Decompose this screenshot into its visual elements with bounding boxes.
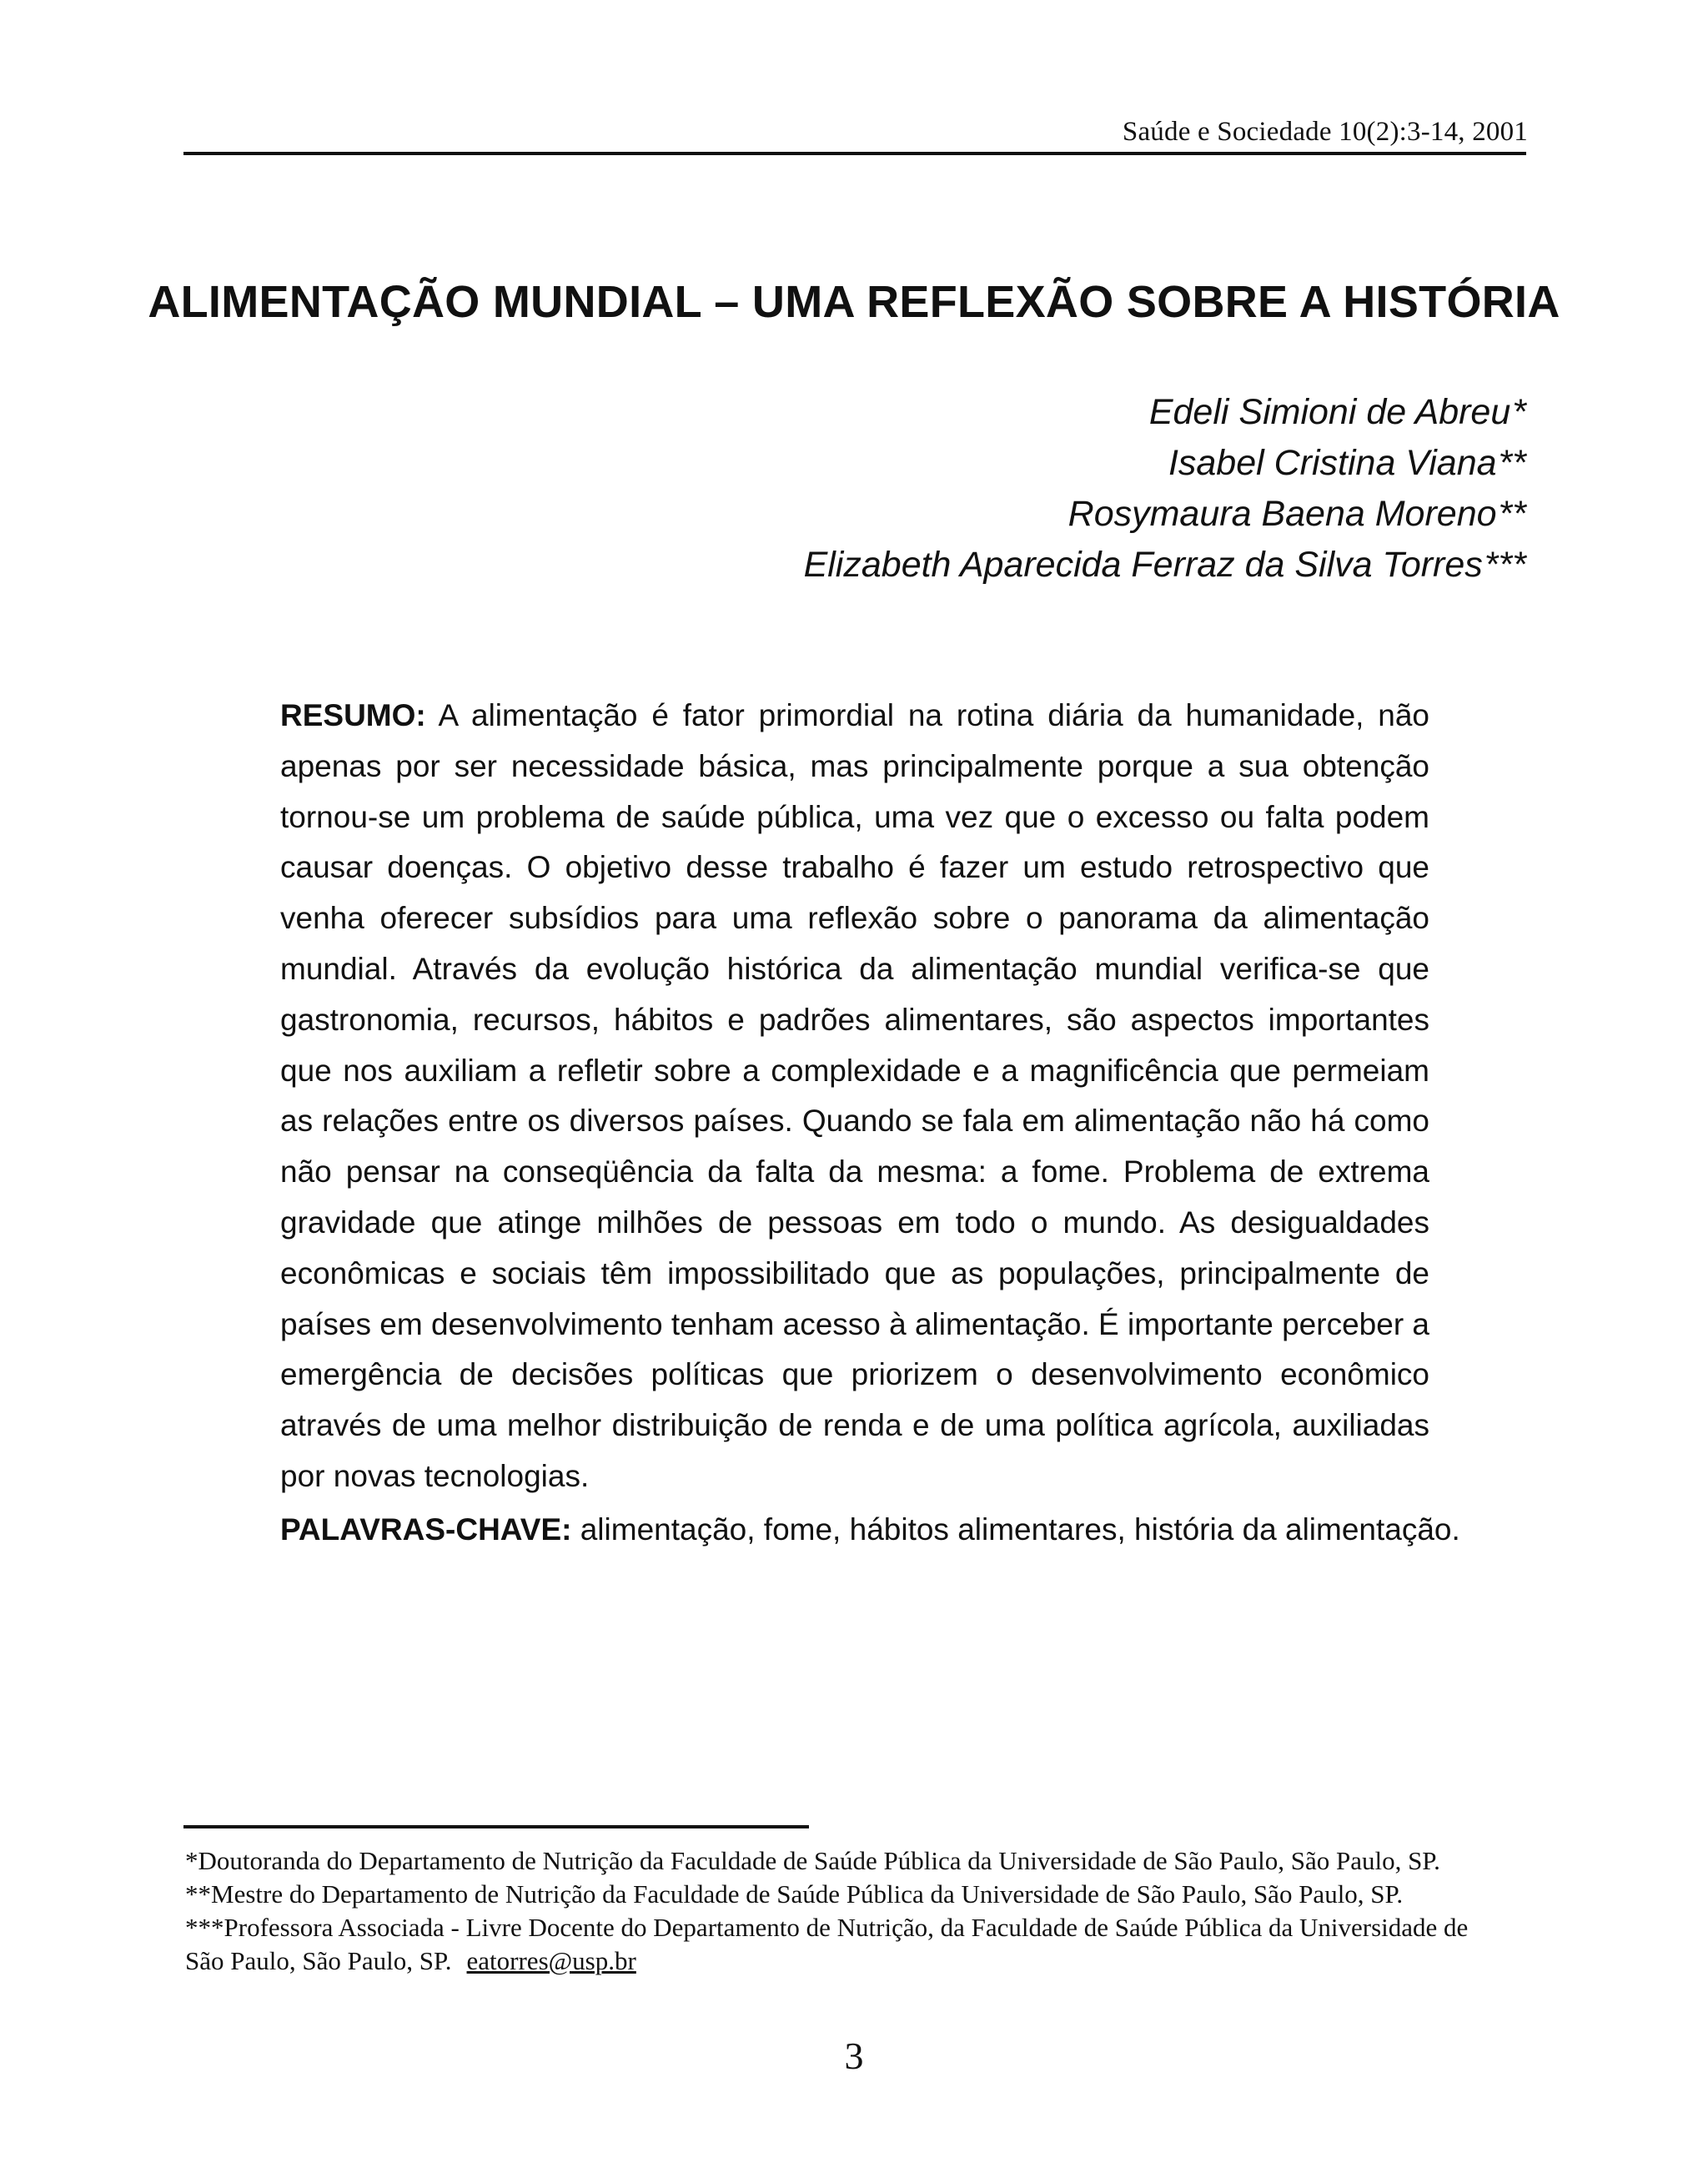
author-affiliation-mark: ** [1498, 443, 1526, 483]
footnotes [185, 1844, 1528, 1978]
author-affiliation-mark: * [1512, 392, 1526, 432]
footnote-3: ***Professora Associada - Livre Docente do Departamento de Nutrição, da Faculdade de Saúde Pública da Universidade de [185, 1913, 1469, 1942]
keywords-text: alimentação, fome, hábitos alimentares, história da alimentação. [580, 1512, 1460, 1547]
author-line [804, 489, 1526, 540]
email-link[interactable]: eatorres@usp.br [466, 1946, 636, 1975]
abstract [280, 691, 1429, 1502]
author-line [804, 438, 1526, 489]
footnote-1: *Doutoranda do Departamento de Nutrição da Faculdade de Saúde Pública da Universidade de São Paulo, São Paulo, SP. [185, 1846, 1440, 1875]
author-name: Elizabeth Aparecida Ferraz da Silva Torres [803, 545, 1483, 585]
author-line [804, 540, 1526, 591]
abstract-label: RESUMO: [280, 698, 426, 732]
running-header: Saúde e Sociedade 10(2):3-14, 2001 [1122, 117, 1528, 147]
author-list [804, 387, 1526, 591]
author-name: Isabel Cristina Viana [1168, 443, 1497, 483]
author-affiliation-mark: ** [1498, 494, 1526, 534]
keywords [280, 1505, 1460, 1555]
footnote-3-continued [185, 1944, 1528, 1978]
author-name: Rosymaura Baena Moreno [1068, 494, 1497, 534]
abstract-text: A alimentação é fator primordial na rotina diária da humanidade, não apenas por ser necessidade básica, mas principalmente porque a sua obtenção tornou-se um problema de saúde pública, uma vez que o excesso ou falta podem causar doenças. O objetivo desse trabalho é fazer um estudo retrospectivo que venha oferecer subsídios para uma reflexão sobre o panorama da alimentação mundial. Através da evolução histórica da alimentação mundial verifica-se que gastronomia, recursos, hábitos e padrões alimentares, são aspectos importantes que nos auxiliam a refletir sobre a complexidade e a magnificência que permeiam as relações entre os diversos países. Quando se fala em alimentação não há como não pensar na conseqüência da falta da mesma: a fome. Problema de extrema gravidade que atinge milhões de pessoas em todo o mundo. As desigualdades econômicas e sociais têm impossibilitado que as populações, principalmente de países em desenvolvimento tenham acesso à alimentação. É importante perceber a emergência de decisões políticas que priorizem o desenvolvimento econômico através de uma melhor distribuição de renda e de uma política agrícola, auxiliadas por novas tecnologias. [280, 698, 1429, 1493]
author-line [804, 387, 1526, 438]
article-title: ALIMENTAÇÃO MUNDIAL – UMA REFLEXÃO SOBRE A HISTÓRIA [148, 277, 1560, 327]
author-name: Edeli Simioni de Abreu [1148, 392, 1511, 432]
author-affiliation-mark: *** [1484, 545, 1526, 585]
header-rule [183, 152, 1526, 155]
keywords-label: PALAVRAS-CHAVE: [280, 1512, 572, 1547]
page-number: 3 [844, 2035, 864, 2077]
footnote-rule [183, 1825, 809, 1828]
footnote-2: **Mestre do Departamento de Nutrição da Faculdade de Saúde Pública da Universidade de São Paulo, São Paulo, SP. [185, 1879, 1404, 1909]
footnote-3-location: São Paulo, São Paulo, SP. [185, 1946, 452, 1975]
